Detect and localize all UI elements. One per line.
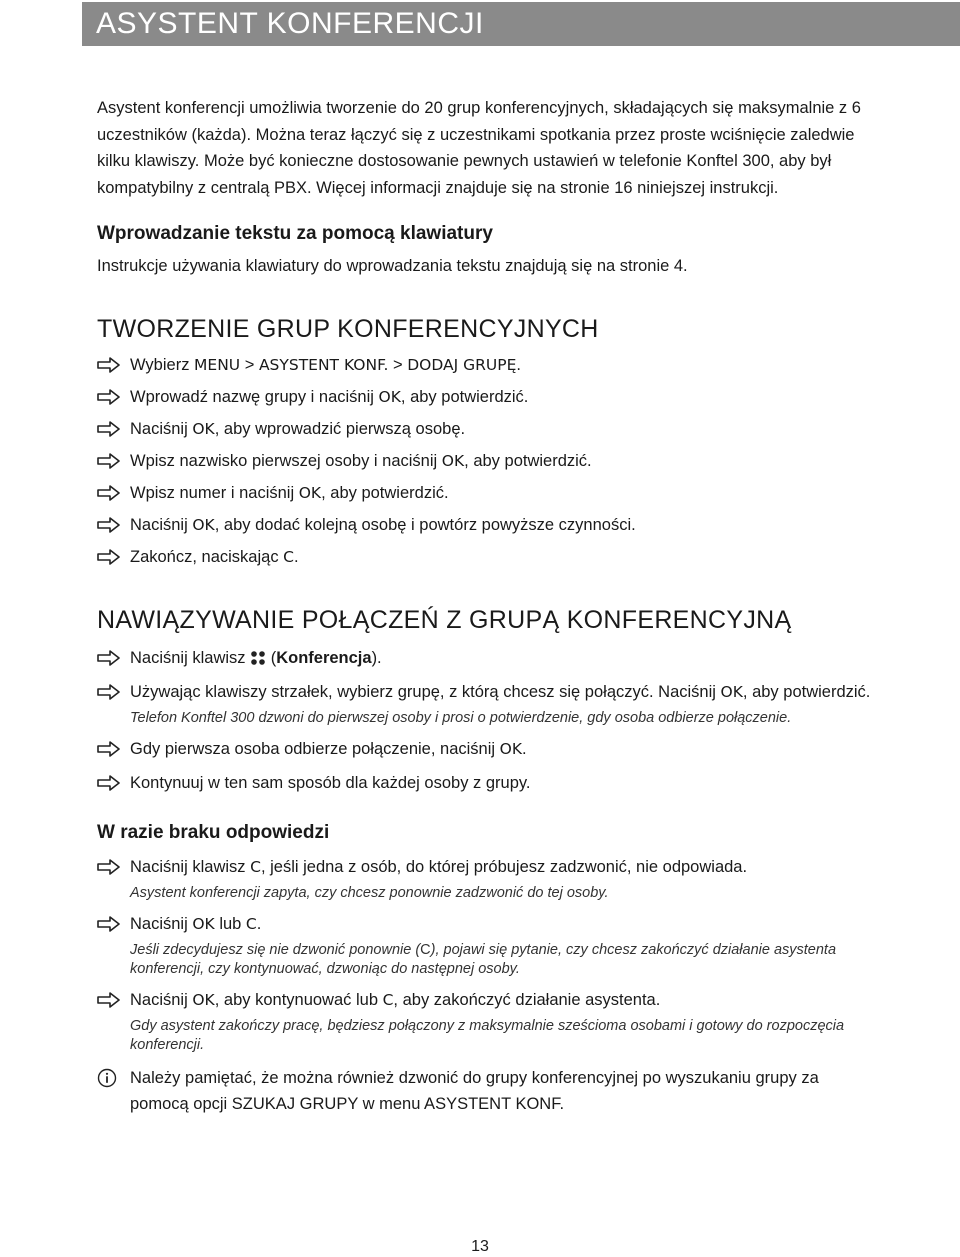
page-number: 13 bbox=[471, 1238, 489, 1255]
noanswer-step-1-note: Asystent konferencji zapyta, czy chcesz ponownie zadzwonić do tej osoby. bbox=[130, 885, 609, 901]
connect-steps bbox=[97, 645, 877, 796]
content bbox=[97, 95, 877, 1117]
connect-step-1: Naciśnij klawisz (Konferencja). bbox=[97, 645, 877, 671]
intro-paragraph: Asystent konferencji umożliwia tworzenie do 20 grup konferencyjnych, składających się maksymalnie z 6 uczestników (każda). Można teraz łączyć się z uczestnikami spotkania przez proste wciśnięcie zaledwie kilku klawiszy. Może być konieczne dostosowanie pewnych ustawień w telefonie Konftel 300, aby był kompatybilny z centralą PBX. Więcej informacji znajduje się na stronie 16 niniejszej instrukcji. bbox=[97, 99, 861, 197]
arrow-right-outline-icon bbox=[97, 992, 121, 1008]
arrow-right-outline-icon bbox=[97, 421, 121, 437]
noanswer-step-2-note: Jeśli zdecydujesz się nie dzwonić ponownie (C), pojawi się pytanie, czy chcesz zakończyć działanie asystenta konferencji, czy kontynuować, dzwoniąc do następnej osoby. bbox=[130, 942, 837, 977]
create-heading: TWORZENIE GRUP KONFERENCYJNYCH bbox=[97, 315, 599, 343]
noanswer-step-2: Naciśnij OK lub C. Jeśli zdecydujesz się nie dzwonić ponownie (C), pojawi się pytanie, czy chcesz zakończyć działanie asystenta konferencji, czy kontynuować, dzwoniąc do następnej osoby. bbox=[97, 911, 877, 979]
create-steps bbox=[97, 352, 877, 570]
create-step-3: Naciśnij OK, aby wprowadzić pierwszą osobę. bbox=[97, 416, 877, 442]
arrow-right-outline-icon bbox=[97, 453, 121, 469]
arrow-right-outline-icon bbox=[97, 684, 121, 700]
connect-step-3: Gdy pierwsza osoba odbierze połączenie, naciśnij OK. bbox=[97, 736, 877, 762]
arrow-right-outline-icon bbox=[97, 916, 121, 932]
info-note: Należy pamiętać, że można również dzwonić do grupy konferencyjnej po wyszukaniu grupy za pomocą opcji SZUKAJ GRUPY w menu ASYSTENT KONF. bbox=[97, 1065, 877, 1117]
arrow-right-outline-icon bbox=[97, 357, 121, 373]
noanswer-step-3: Naciśnij OK, aby kontynuować lub C, aby zakończyć działanie asystenta. Gdy asystent zakończy pracę, będziesz połączony z maksymalnie sześcioma osobami i gotowy do rozpoczęcia konferencji. bbox=[97, 987, 877, 1055]
noanswer-heading: W razie braku odpowiedzi bbox=[97, 822, 330, 843]
create-step-2: Wprowadź nazwę grupy i naciśnij OK, aby potwierdzić. bbox=[97, 384, 877, 410]
arrow-right-outline-icon bbox=[97, 517, 121, 533]
connect-step-2: Używając klawiszy strzałek, wybierz grupę, z którą chcesz się połączyć. Naciśnij OK, aby potwierdzić. Telefon Konftel 300 dzwoni do pierwszej osoby i prosi o potwierdzenie, gdy osoba odbierze połączenie. bbox=[97, 679, 877, 728]
create-step-6: Naciśnij OK, aby dodać kolejną osobę i powtórz powyższe czynności. bbox=[97, 512, 877, 538]
arrow-right-outline-icon bbox=[97, 549, 121, 565]
create-step-7: Zakończ, naciskając C. bbox=[97, 544, 877, 570]
keyboard-heading: Wprowadzanie tekstu za pomocą klawiatury bbox=[97, 223, 493, 244]
arrow-right-outline-icon bbox=[97, 389, 121, 405]
info-circle-icon bbox=[97, 1068, 117, 1088]
arrow-right-outline-icon bbox=[97, 741, 121, 757]
create-step-5: Wpisz numer i naciśnij OK, aby potwierdzić. bbox=[97, 480, 877, 506]
connect-step-4: Kontynuuj w ten sam sposób dla każdej osoby z grupy. bbox=[97, 770, 877, 796]
keyboard-text: Instrukcje używania klawiatury do wprowadzania tekstu znajdują się na stronie 4. bbox=[97, 257, 688, 275]
connect-heading: NAWIĄZYWANIE POŁĄCZEŃ Z GRUPĄ KONFERENCYJNĄ bbox=[97, 606, 792, 634]
arrow-right-outline-icon bbox=[97, 650, 121, 666]
create-step-1: Wybierz MENU > ASYSTENT KONF. > DODAJ GRUPĘ. bbox=[97, 352, 877, 378]
page-title: ASYSTENT KONFERENCJI bbox=[82, 2, 960, 46]
connect-step-2-note: Telefon Konftel 300 dzwoni do pierwszej osoby i prosi o potwierdzenie, gdy osoba odbierze połączenie. bbox=[130, 710, 792, 726]
arrow-right-outline-icon bbox=[97, 775, 121, 791]
noanswer-step-3-note: Gdy asystent zakończy pracę, będziesz połączony z maksymalnie sześcioma osobami i gotowy do rozpoczęcia konferencji. bbox=[130, 1018, 845, 1053]
noanswer-step-1: Naciśnij klawisz C, jeśli jedna z osób, do której próbujesz zadzwonić, nie odpowiada. Asystent konferencji zapyta, czy chcesz ponownie zadzwonić do tej osoby. bbox=[97, 854, 877, 903]
arrow-right-outline-icon bbox=[97, 485, 121, 501]
conference-key-icon bbox=[250, 650, 266, 666]
create-step-4: Wpisz nazwisko pierwszej osoby i naciśnij OK, aby potwierdzić. bbox=[97, 448, 877, 474]
arrow-right-outline-icon bbox=[97, 859, 121, 875]
noanswer-steps bbox=[97, 854, 877, 1117]
